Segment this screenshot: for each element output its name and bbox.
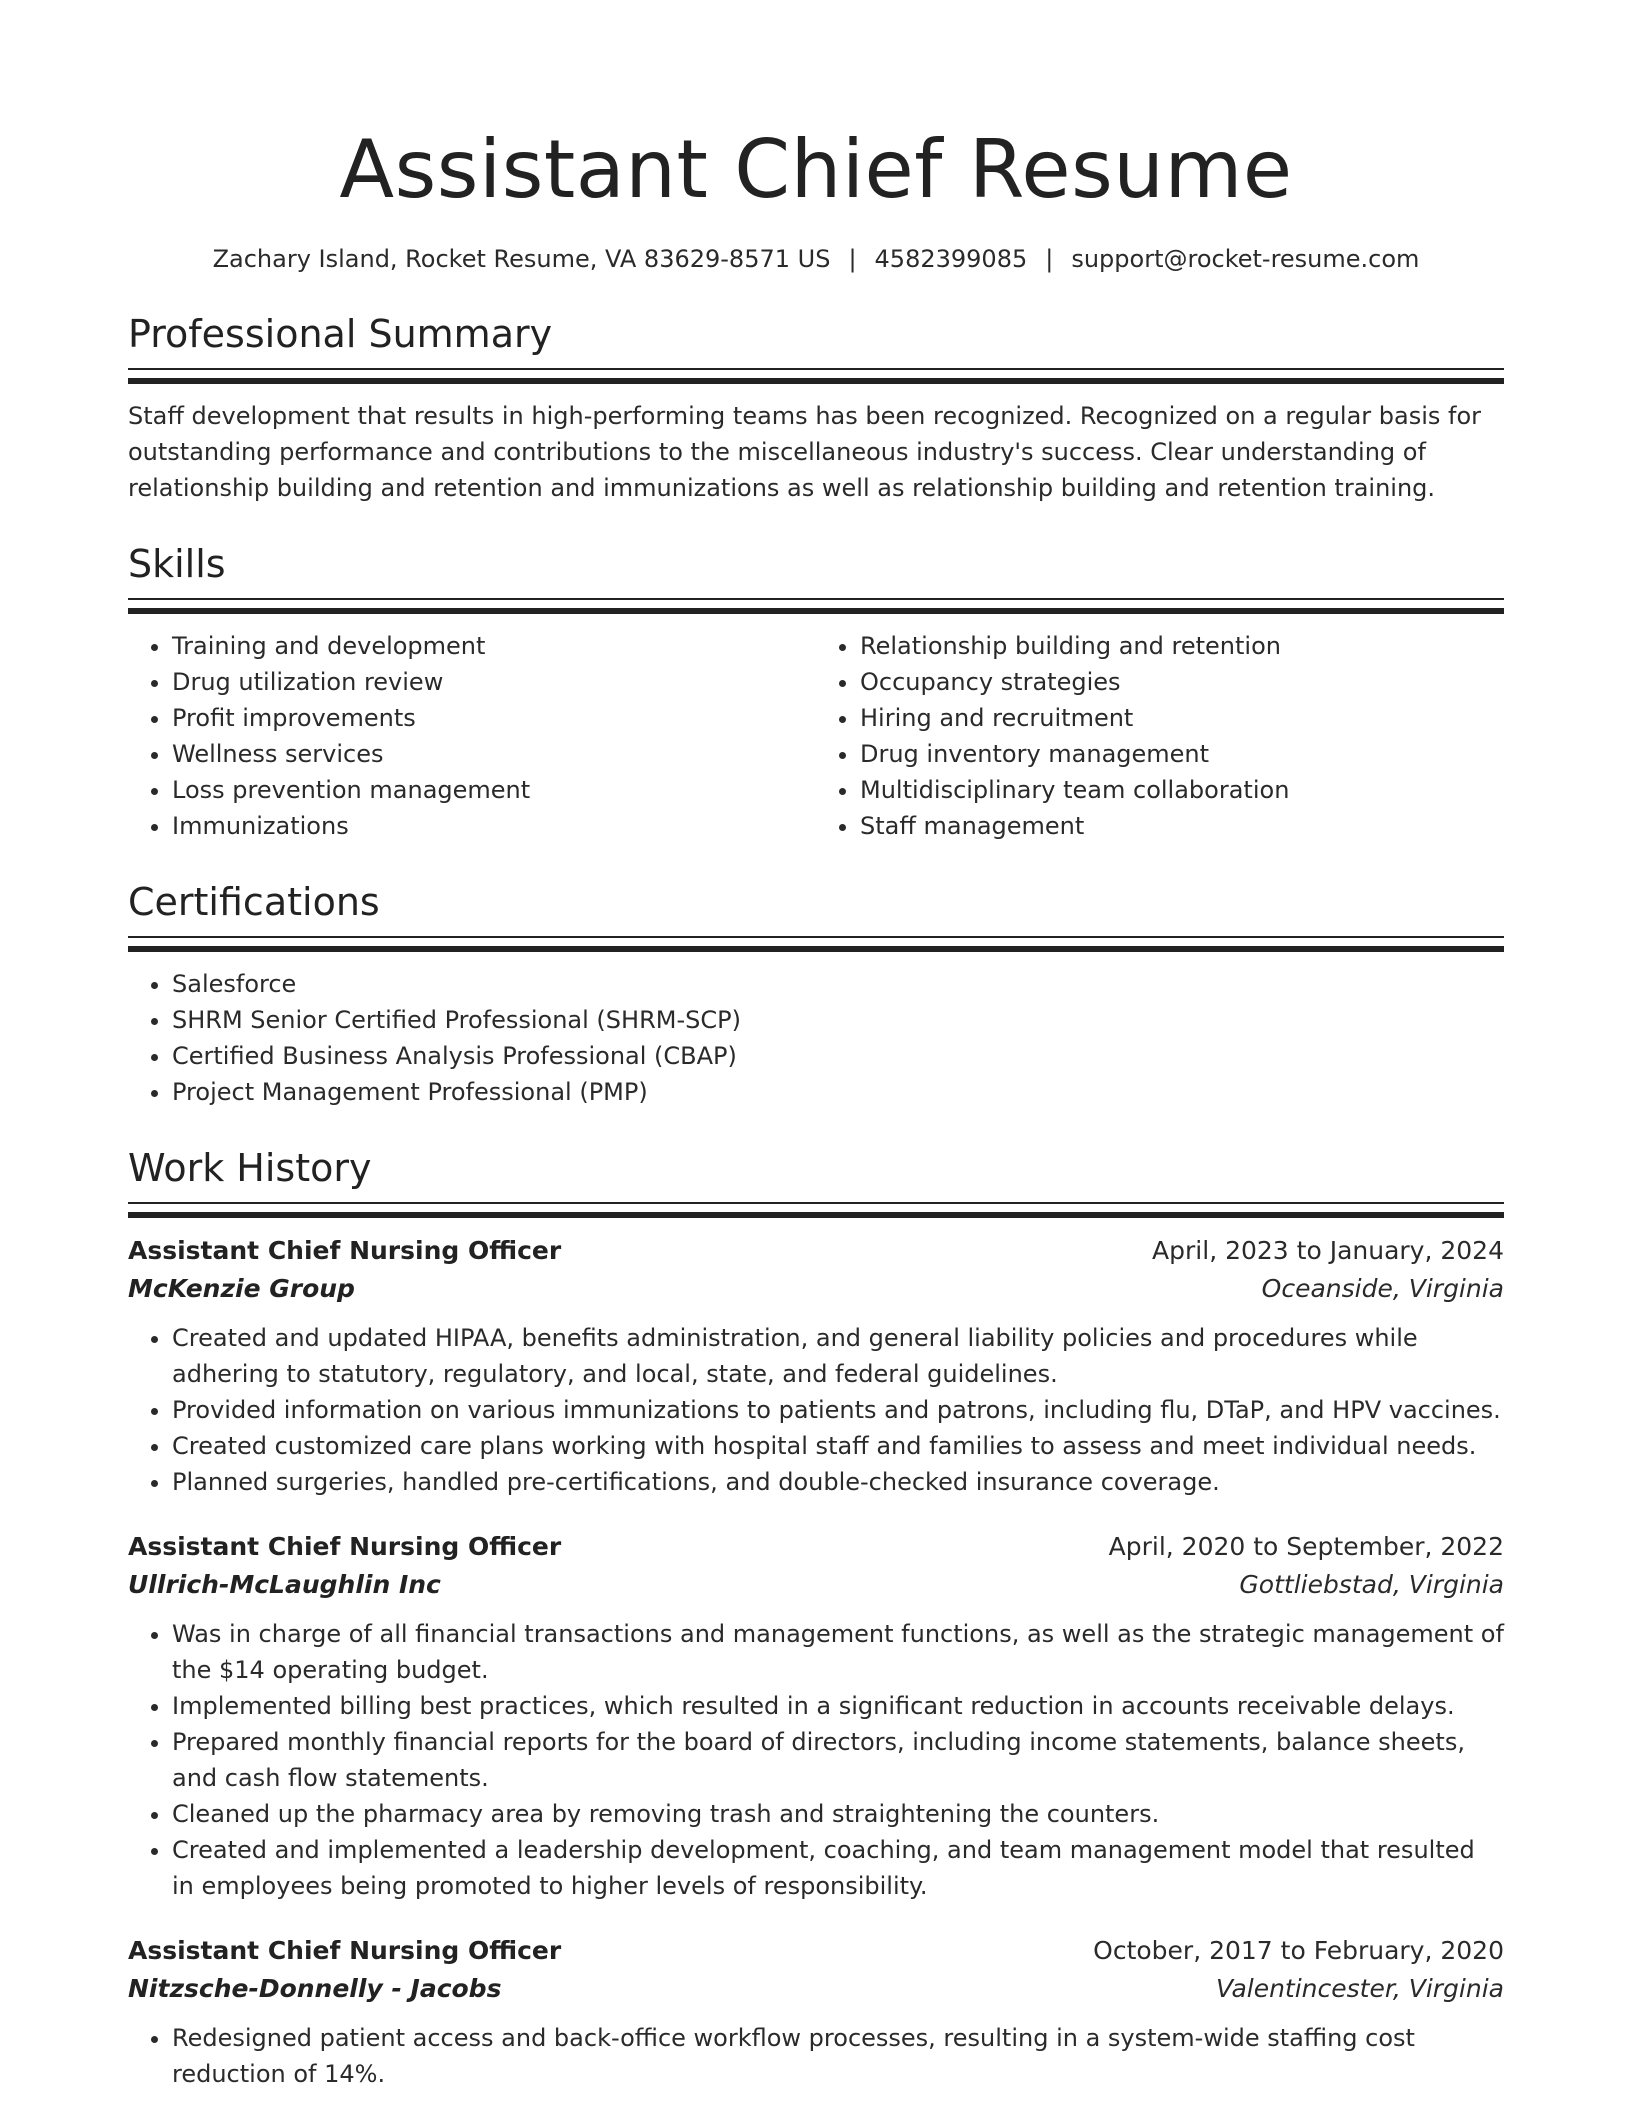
contact-address: Zachary Island, Rocket Resume, VA 83629-8571 US bbox=[212, 245, 831, 273]
skill-item: • Drug utilization review bbox=[172, 664, 816, 700]
job-title: Assistant Chief Nursing Officer bbox=[128, 1936, 562, 1965]
certifications-list bbox=[128, 966, 1504, 1110]
job-dates: October, 2017 to February, 2020 bbox=[1093, 1936, 1504, 1965]
summary-heading: Professional Summary bbox=[128, 312, 553, 356]
job-company: Nitzsche-Donnelly - Jacobs bbox=[128, 1974, 502, 2003]
job-location: Oceanside, Virginia bbox=[1261, 1274, 1504, 1303]
skill-item: • Profit improvements bbox=[172, 700, 816, 736]
skill-item: • Multidisciplinary team collaboration bbox=[860, 772, 1504, 808]
job-header-row bbox=[128, 1232, 1504, 1270]
skill-item: • Drug inventory management bbox=[860, 736, 1504, 772]
contact-phone: 4582399085 bbox=[874, 245, 1028, 273]
job-dates: April, 2023 to January, 2024 bbox=[1152, 1236, 1504, 1265]
job-bullet: • Planned surgeries, handled pre-certifications, and double-checked insurance coverage. bbox=[172, 1464, 1504, 1500]
skills-list-right bbox=[816, 628, 1504, 844]
job-bullets bbox=[128, 1320, 1504, 1500]
skill-item: • Loss prevention management bbox=[172, 772, 816, 808]
job-bullet: • Created customized care plans working with hospital staff and families to assess and meet individual needs. bbox=[172, 1428, 1504, 1464]
certifications-heading: Certifications bbox=[128, 880, 380, 924]
section-divider bbox=[128, 936, 1504, 952]
job-entry bbox=[128, 1232, 1504, 1500]
skills-grid bbox=[128, 628, 1504, 844]
skills-heading: Skills bbox=[128, 542, 226, 586]
work-history-heading: Work History bbox=[128, 1146, 372, 1190]
work-history-section bbox=[128, 1144, 1504, 2092]
skill-item: • Immunizations bbox=[172, 808, 816, 844]
certification-item: • Salesforce bbox=[172, 966, 1504, 1002]
job-header-row bbox=[128, 1932, 1504, 1970]
section-divider bbox=[128, 1202, 1504, 1218]
certification-item: • Project Management Professional (PMP) bbox=[172, 1074, 1504, 1110]
job-bullet: • Was in charge of all financial transactions and management functions, as well as the strategic management of the $14 operating budget. bbox=[172, 1616, 1504, 1688]
section-divider bbox=[128, 598, 1504, 614]
job-entry bbox=[128, 1528, 1504, 1904]
skill-item: • Wellness services bbox=[172, 736, 816, 772]
job-company-row bbox=[128, 1270, 1504, 1308]
job-bullet: • Created and updated HIPAA, benefits administration, and general liability policies and procedures while adhering to statutory, regulatory, and local, state, and federal guidelines. bbox=[172, 1320, 1504, 1392]
skill-item: • Occupancy strategies bbox=[860, 664, 1504, 700]
contact-separator: | bbox=[1045, 245, 1054, 273]
job-location: Valentincester, Virginia bbox=[1215, 1974, 1504, 2003]
contact-separator: | bbox=[848, 245, 857, 273]
job-bullet: • Implemented billing best practices, which resulted in a significant reduction in accounts receivable delays. bbox=[172, 1688, 1504, 1724]
skill-item: • Hiring and recruitment bbox=[860, 700, 1504, 736]
job-bullets bbox=[128, 1616, 1504, 1904]
job-dates: April, 2020 to September, 2022 bbox=[1108, 1532, 1504, 1561]
summary-section bbox=[128, 310, 1504, 506]
contact-email: support@rocket-resume.com bbox=[1071, 245, 1420, 273]
contact-line bbox=[128, 242, 1504, 276]
skill-item: • Training and development bbox=[172, 628, 816, 664]
job-location: Gottliebstad, Virginia bbox=[1239, 1570, 1504, 1599]
skills-section bbox=[128, 540, 1504, 844]
job-header-row bbox=[128, 1528, 1504, 1566]
job-bullets bbox=[128, 2020, 1504, 2092]
job-company-row bbox=[128, 1970, 1504, 2008]
job-entry bbox=[128, 1932, 1504, 2092]
job-bullet: • Cleaned up the pharmacy area by removing trash and straightening the counters. bbox=[172, 1796, 1504, 1832]
section-divider bbox=[128, 368, 1504, 384]
job-company: Ullrich-McLaughlin Inc bbox=[128, 1570, 441, 1599]
certification-item: • SHRM Senior Certified Professional (SHRM-SCP) bbox=[172, 1002, 1504, 1038]
skill-item: • Relationship building and retention bbox=[860, 628, 1504, 664]
job-title: Assistant Chief Nursing Officer bbox=[128, 1532, 562, 1561]
job-bullet: • Provided information on various immunizations to patients and patrons, including flu, DTaP, and HPV vaccines. bbox=[172, 1392, 1504, 1428]
job-bullet: • Redesigned patient access and back-office workflow processes, resulting in a system-wide staffing cost reduction of 14%. bbox=[172, 2020, 1504, 2092]
certifications-section bbox=[128, 878, 1504, 1110]
job-title: Assistant Chief Nursing Officer bbox=[128, 1236, 562, 1265]
certification-item: • Certified Business Analysis Professional (CBAP) bbox=[172, 1038, 1504, 1074]
skill-item: • Staff management bbox=[860, 808, 1504, 844]
job-company-row bbox=[128, 1566, 1504, 1604]
resume-title: Assistant Chief Resume bbox=[339, 123, 1293, 216]
job-bullet: • Created and implemented a leadership development, coaching, and team management model that resulted in employees being promoted to higher levels of responsibility. bbox=[172, 1832, 1504, 1904]
job-company: McKenzie Group bbox=[128, 1274, 355, 1303]
summary-text: Staff development that results in high-performing teams has been recognized. Recognized on a regular basis for outstanding performance and contributions to the miscellaneous industry's success. Clear understanding of relationship building and retention and immunizations as well as relationship building and retention training. bbox=[128, 402, 1482, 502]
job-bullet: • Prepared monthly financial reports for the board of directors, including income statements, balance sheets, and cash flow statements. bbox=[172, 1724, 1504, 1796]
skills-list-left bbox=[128, 628, 816, 844]
